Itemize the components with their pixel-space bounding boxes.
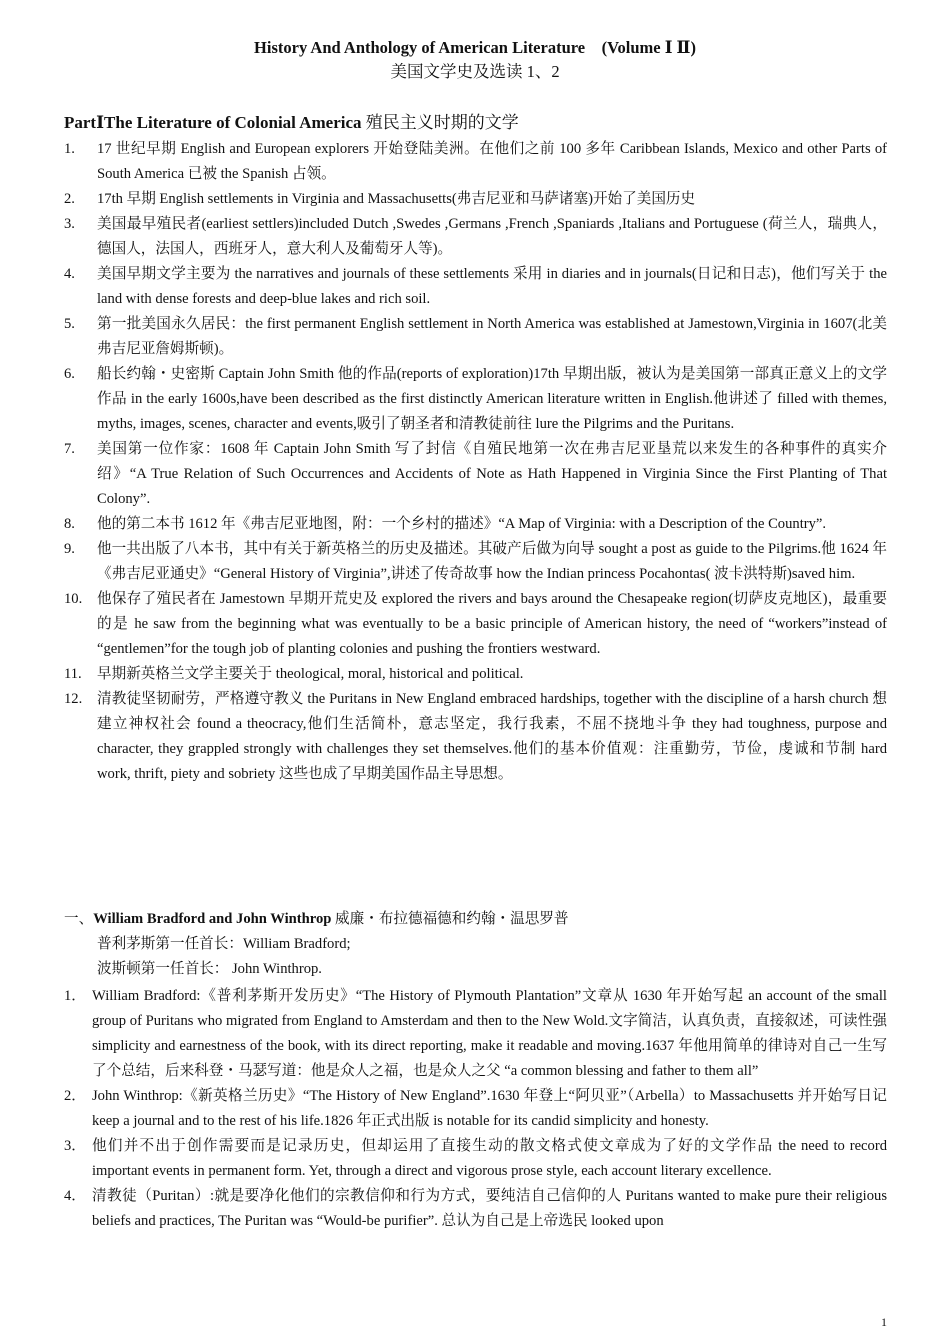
list-item-text: 他保存了殖民者在 Jamestown 早期开荒史及 explored the rivers and bays around the Chesapeake region(切萨皮克地区)，最重要的是 he saw from the beginning what was eventually to be a basic principle of American history, the need of “workers”instead of “gentlemen”for the tough job of planting colonies and pushing the frontiers westward. bbox=[97, 591, 887, 657]
document-title: History And Anthology of American Literature (Volume Ⅰ Ⅱ) bbox=[254, 38, 696, 57]
list-item-number: 8. bbox=[64, 516, 75, 532]
list-item-number: 1． bbox=[64, 988, 86, 1004]
section-line: 普利茅斯第一任首长：William Bradford; bbox=[97, 936, 351, 952]
list-item bbox=[64, 1184, 887, 1234]
list-item bbox=[64, 587, 887, 662]
part-heading-bold: PartⅠThe Literature of Colonial America bbox=[64, 113, 362, 132]
list-item-number: 2. bbox=[64, 191, 75, 207]
section-heading-rest: 威廉・布拉德福德和约翰・温思罗普 bbox=[331, 911, 569, 927]
list-item bbox=[64, 662, 887, 687]
list-item bbox=[64, 687, 887, 787]
list-item bbox=[64, 437, 887, 512]
list-item-number: 2． bbox=[64, 1088, 86, 1104]
list-item bbox=[64, 362, 887, 437]
part-heading-rest: 殖民主义时期的文学 bbox=[361, 113, 519, 132]
bradford-winthrop-list bbox=[64, 984, 887, 1234]
list-item-number: 12. bbox=[64, 691, 83, 707]
list-item-number: 7. bbox=[64, 441, 75, 457]
list-item-number: 1. bbox=[64, 141, 75, 157]
list-item-number: 11. bbox=[64, 666, 82, 682]
list-item-text: John Winthrop:《新英格兰历史》“The History of New England”.1630 年登上“阿贝亚”（Arbella）to Massachusetts 并开始写日记 keep a journal and to the rest of his life.1826 年正式出版 is notable for its candid simplicity and honesty. bbox=[92, 1088, 887, 1129]
list-item bbox=[64, 187, 887, 212]
section-heading-bold: William Bradford and John Winthrop bbox=[93, 911, 332, 927]
list-item-number: 4． bbox=[64, 1188, 86, 1204]
document-subtitle: 美国文学史及选读 1、2 bbox=[390, 62, 560, 81]
list-item-number: 9. bbox=[64, 541, 75, 557]
list-item-text: 他的第二本书 1612 年《弗吉尼亚地图，附：一个乡村的描述》“A Map of Virginia: with a Description of the Country”. bbox=[97, 516, 827, 532]
list-item bbox=[64, 1134, 887, 1184]
section-line: 波斯顿第一任首长： John Winthrop. bbox=[97, 961, 322, 977]
page-number: 1 bbox=[881, 1315, 887, 1329]
list-item bbox=[64, 262, 887, 312]
list-item-number: 3. bbox=[64, 216, 75, 232]
list-item-text: 清教徒（Puritan）:就是要净化他们的宗教信仰和行为方式，要纯洁自己信仰的人 Puritans wanted to make pure their religious beliefs and practices, The Puritan was “Would-be purifier”. 总认为自己是上帝选民 looked upon bbox=[92, 1188, 887, 1229]
list-item-number: 6. bbox=[64, 366, 75, 382]
section-heading bbox=[64, 907, 887, 932]
list-item-text: 清教徒坚韧耐劳，严格遵守教义 the Puritans in New England embraced hardships, together with the discipline of a harsh church 想建立神权社会 found a theocracy,他们生活简朴，意志坚定，我行我素，不屈不挠地斗争 they had toughness, purpose and character, they grappled strongly with challenges they set themselves.他们的基本价值观：注重勤劳，节俭，虔诚和节制 hard work, thrift, piety and sobriety 这些也成了早期美国作品主导思想。 bbox=[97, 691, 887, 782]
list-item-text: 他一共出版了八本书，其中有关于新英格兰的历史及描述。其破产后做为向导 sought a post as guide to the Pilgrims.他 1624 年《弗吉尼亚通史》“General History of Virginia”,讲述了传奇故事 how the Indian princess Pocahontas( 波卡洪特斯)saved him. bbox=[97, 541, 887, 582]
list-item-text: 船长约翰・史密斯 Captain John Smith 他的作品(reports of exploration)17th 早期出版，被认为是美国第一部真正意义上的文学作品 in the early 1600s,have been described as the first distinctly American literature written in English.他讲述了 filled with themes, myths, images, scenes, character and events,吸引了朝圣者和清教徒前往 lure the Pilgrims and the Puritans. bbox=[97, 366, 887, 432]
list-item bbox=[64, 1084, 887, 1134]
list-item bbox=[64, 537, 887, 587]
list-item-text: 美国最早殖民者(earliest settlers)included Dutch ,Swedes ,Germans ,French ,Spaniards ,Italians and Portuguese (荷兰人，瑞典人，德国人，法国人，西班牙人，意大利人及葡萄牙人等)。 bbox=[97, 216, 887, 257]
list-item-number: 3． bbox=[64, 1138, 86, 1154]
colonial-list bbox=[64, 137, 887, 787]
list-item bbox=[64, 312, 887, 362]
section-bradford-winthrop bbox=[64, 907, 887, 982]
list-item bbox=[64, 212, 887, 262]
list-item-text: 早期新英格兰文学主要关于 theological, moral, historical and political. bbox=[97, 666, 524, 682]
list-item bbox=[64, 512, 887, 537]
section-heading-prefix: 一、 bbox=[64, 911, 94, 927]
list-item-text: William Bradford:《普利茅斯开发历史》“The History of Plymouth Plantation”文章从 1630 年开始写起 an account of the small group of Puritans who migrated from England to Amsterdam and then to the New Wold.文字简洁，认真负责，直接叙述，可读性强 simplicity and earnestness of the book, with its direct reporting, make it readable and moving.1637 年他用简单的律诗对自己一生写了个总结，后来科登・马瑟写道：他是众人之福，也是众人之父 “a common blessing and father to them all” bbox=[92, 988, 887, 1079]
list-item-number: 5. bbox=[64, 316, 75, 332]
list-item-text: 第一批美国永久居民：the first permanent English settlement in North America was established at Jamestown,Virginia in 1607(北美弗吉尼亚詹姆斯顿)。 bbox=[97, 316, 887, 357]
list-item bbox=[64, 984, 887, 1084]
part-heading bbox=[64, 112, 519, 134]
list-item-text: 他们并不出于创作需要而是记录历史，但却运用了直接生动的散文格式使文章成为了好的文学作品 the need to record important events in permanent form. Yet, through a direct and vigorous prose style, each account literary excellence. bbox=[92, 1138, 887, 1179]
list-item-text: 17 世纪早期 English and European explorers 开始登陆美洲。在他们之前 100 多年 Caribbean Islands, Mexico and other Parts of South America 已被 the Spanish 占领。 bbox=[97, 141, 887, 182]
list-item-text: 17th 早期 English settlements in Virginia and Massachusetts(弗吉尼亚和马萨诸塞)开始了美国历史 bbox=[97, 191, 696, 207]
list-item-number: 4. bbox=[64, 266, 75, 282]
list-item-number: 10. bbox=[64, 591, 83, 607]
list-item-text: 美国早期文学主要为 the narratives and journals of these settlements 采用 in diaries and in journals(日记和日志)，他们写关于 the land with dense forests and deep-blue lakes and rich soil. bbox=[97, 266, 887, 307]
list-item-text: 美国第一位作家：1608 年 Captain John Smith 写了封信《自殖民地第一次在弗吉尼亚垦荒以来发生的各种事件的真实介绍》“A True Relation of Such Occurrences and Accidents of Note as Hath Happened in Virginia Since the First Planting of That Colony”. bbox=[97, 441, 887, 507]
list-item bbox=[64, 137, 887, 187]
